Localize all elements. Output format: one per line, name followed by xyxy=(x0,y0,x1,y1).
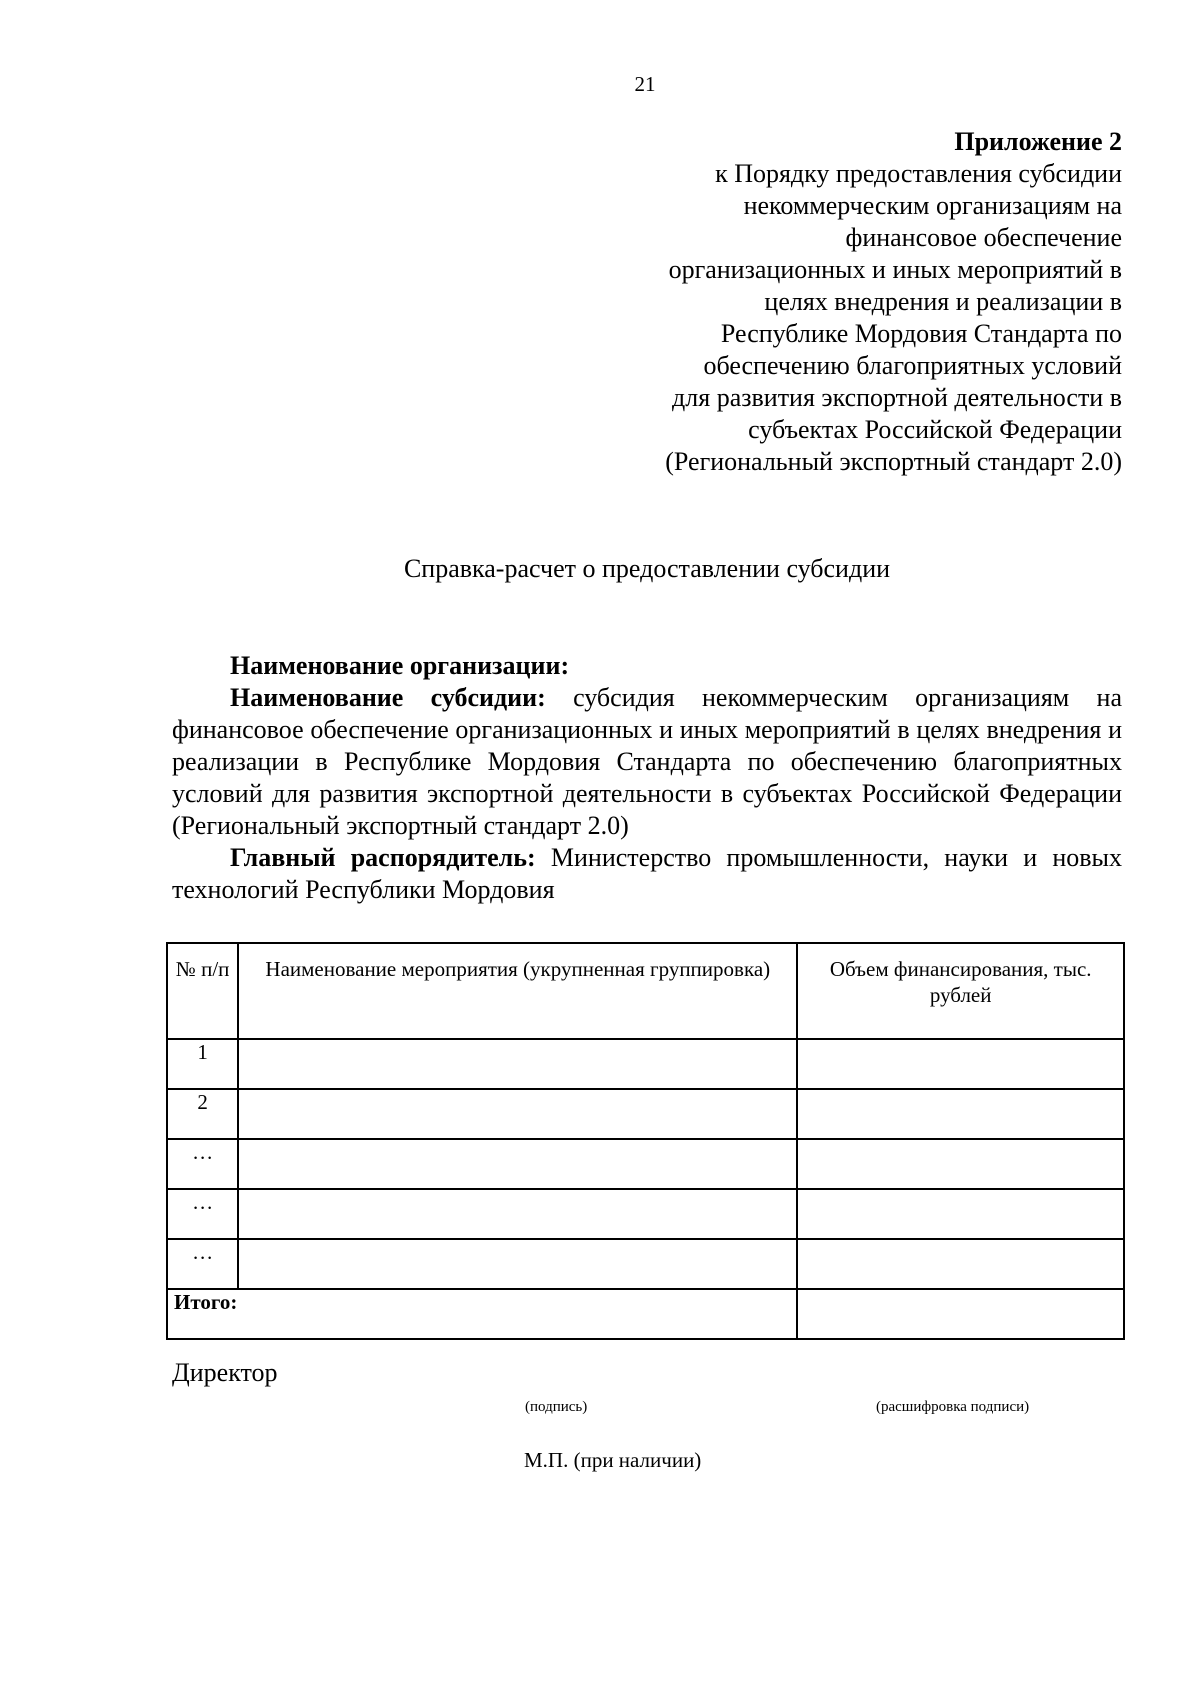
total-amount-cell[interactable] xyxy=(797,1289,1124,1339)
calculation-table xyxy=(166,942,1125,1340)
header-num: № п/п xyxy=(167,943,238,1039)
appendix-line: к Порядку предоставления субсидии xyxy=(715,159,1122,188)
table-row xyxy=(167,1189,1124,1239)
signature-decoding-caption: (расшифровка подписи) xyxy=(876,1399,1030,1415)
total-label: Итого: xyxy=(167,1289,797,1339)
table-header-row xyxy=(167,943,1124,1039)
table-row xyxy=(167,1239,1124,1289)
manager-value: Министерство промышленности, науки и новых технологий Республики Мордовия xyxy=(172,843,1122,904)
table-row xyxy=(167,1039,1124,1089)
row-name-cell[interactable] xyxy=(238,1189,797,1239)
appendix-line: некоммерческим организациям на xyxy=(743,191,1122,220)
header-amount: Объем финансирования, тыс. рублей xyxy=(797,943,1124,1039)
appendix-line: Республике Мордовия Стандарта по xyxy=(720,319,1122,348)
document-title: Справка-расчет о предоставлении субсидии xyxy=(403,554,891,583)
row-name-cell[interactable] xyxy=(238,1039,797,1089)
row-amount-cell[interactable] xyxy=(797,1039,1124,1089)
row-number: 1 xyxy=(167,1039,238,1089)
appendix-line: (Региональный экспортный стандарт 2.0) xyxy=(665,447,1122,476)
appendix-line: целях внедрения и реализации в xyxy=(764,287,1122,316)
row-amount-cell[interactable] xyxy=(797,1189,1124,1239)
appendix-title: Приложение 2 xyxy=(954,127,1122,156)
subsidy-label: Наименование субсидии: xyxy=(230,683,546,712)
row-amount-cell[interactable] xyxy=(797,1239,1124,1289)
signature-caption: (подпись) xyxy=(525,1399,588,1415)
row-number: … xyxy=(167,1189,238,1239)
director-label: Директор xyxy=(172,1358,278,1387)
organization-field xyxy=(172,650,1122,682)
row-number: … xyxy=(167,1139,238,1189)
row-number: … xyxy=(167,1239,238,1289)
appendix-line: субъектах Российской Федерации xyxy=(748,415,1122,444)
total-row xyxy=(167,1289,1124,1339)
row-name-cell[interactable] xyxy=(238,1089,797,1139)
row-name-cell[interactable] xyxy=(238,1139,797,1189)
appendix-line: для развития экспортной деятельности в xyxy=(672,383,1122,412)
organization-label: Наименование организации: xyxy=(230,651,570,680)
appendix-line: обеспечению благоприятных условий xyxy=(703,351,1122,380)
row-amount-cell[interactable] xyxy=(797,1089,1124,1139)
form-fields xyxy=(172,650,1122,906)
header-name: Наименование мероприятия (укрупненная группировка) xyxy=(238,943,797,1039)
page-number: 21 xyxy=(634,72,656,96)
appendix-line: организационных и иных мероприятий в xyxy=(668,255,1122,284)
subsidy-field xyxy=(172,682,1122,842)
row-number: 2 xyxy=(167,1089,238,1139)
subsidy-value: субсидия некоммерческим организациям на финансовое обеспечение организационных и иных мероприятий в целях внедрения и реализации в Республике Мордовия Стандарта по обеспечению благоприятных условий для развития экспортной деятельности в субъектах Российской Федерации (Региональный экспортный стандарт 2.0) xyxy=(172,683,1122,840)
row-amount-cell[interactable] xyxy=(797,1139,1124,1189)
table-row xyxy=(167,1089,1124,1139)
manager-field xyxy=(172,842,1122,906)
table-row xyxy=(167,1139,1124,1189)
manager-label: Главный распорядитель: xyxy=(230,843,536,872)
appendix-line: финансовое обеспечение xyxy=(845,223,1122,252)
row-name-cell[interactable] xyxy=(238,1239,797,1289)
appendix-block xyxy=(522,126,1122,478)
stamp-label: М.П. (при наличии) xyxy=(524,1448,702,1472)
